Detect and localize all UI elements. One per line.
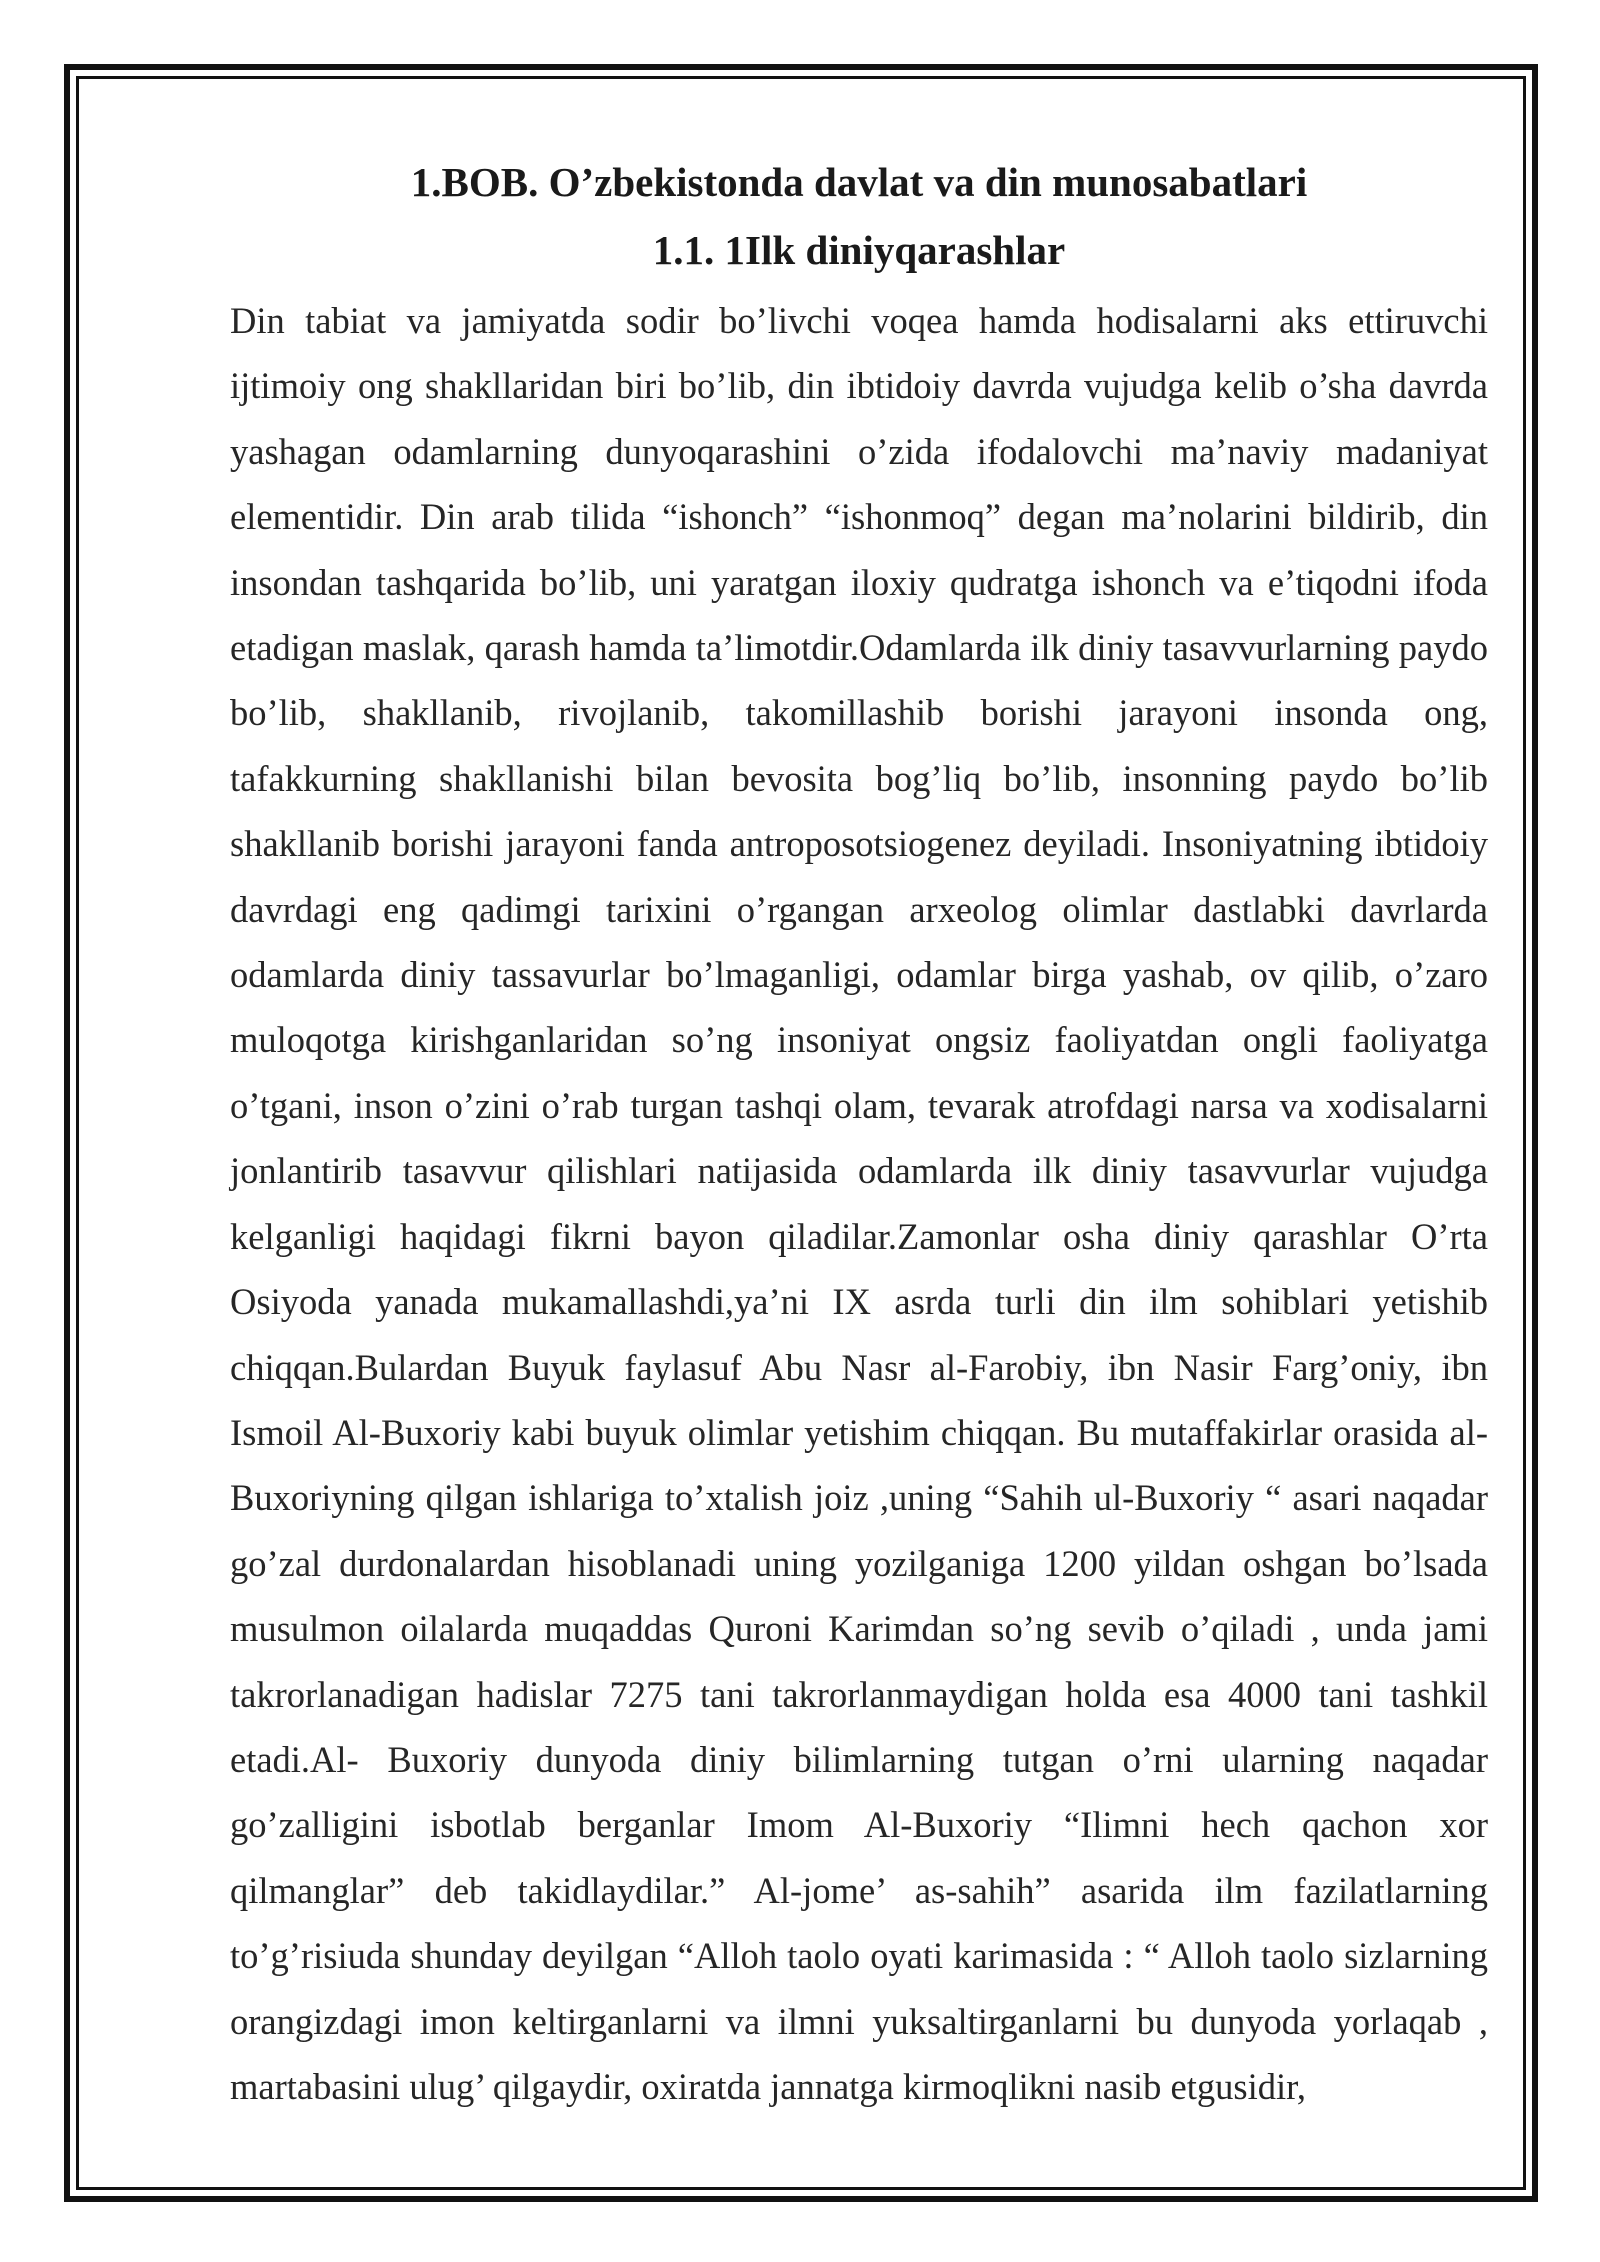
section-title: 1.1. 1Ilk diniyqarashlar	[652, 227, 1066, 273]
body-paragraph: Din tabiat va jamiyatda sodir bo’livchi voqea hamda hodisalarni aks ettiruvchi ijtimoiy ong shakllaridan biri bo’lib, din ibtidoiy davrda vujudga kelib o’sha davrda yashagan odamlarning dunyoqarashini o’zida ifodalovchi ma’naviy madaniyat elementidir. Din arab tilida “ishonch” “ishonmoq” degan ma’nolarini bildirib, din insondan tashqarida bo’lib, uni yaratgan iloxiy qudratga ishonch va e’tiqodni ifoda etadigan maslak, qarash hamda ta’limotdir.Odamlarda ilk diniy tasavvurlarning paydo bo’lib, shakllanib, rivojlanib, takomillashib borishi jarayoni insonda ong, tafakkurning shakllanishi bilan bevosita bog’liq bo’lib, insonning paydo bo’lib shakllanib borishi jarayoni fanda antroposotsiogenez deyiladi. Insoniyatning ibtidoiy davrdagi eng qadimgi tarixini o’rgangan arxeolog olimlar dastlabki davrlarda odamlarda diniy tassavurlar bo’lmaganligi, odamlar birga yashab, ov qilib, o’zaro muloqotga kirishganlaridan so’ng insoniyat ongsiz faoliyatdan ongli faoliyatga o’tgani, inson o’zini o’rab turgan tashqi olam, tevarak atrofdagi narsa va xodisalarni jonlantirib tasavvur qilishlari natijasida odamlarda ilk diniy tasavvurlar vujudga kelganligi haqidagi fikrni bayon qiladilar.Zamonlar osha diniy qarashlar O’rta Osiyoda yanada mukamallashdi,ya’ni IX asrda turli din ilm sohiblari yetishib chiqqan.Bulardan Buyuk faylasuf Abu Nasr al-Farobiy, ibn Nasir Farg’oniy, ibn Ismoil Al-Buxoriy kabi buyuk olimlar yetishim chiqqan. Bu mutaffakirlar orasida al-Buxoriyning qilgan ishlariga to’xtalish joiz ,uning “Sahih ul-Buxoriy “ asari naqadar go’zal durdonalardan hisoblanadi uning yozilganiga 1200 yildan oshgan bo’lsada musulmon oilalarda muqaddas Quroni Karimdan so’ng sevib o’qiladi , unda jami takrorlanadigan hadislar 7275 tani takrorlanmaydigan holda esa 4000 tani tashkil etadi.Al- Buxoriy dunyoda diniy bilimlarning tutgan o’rni ularning naqadar go’zalligini isbotlab berganlar Imom Al-Buxoriy “Ilimni hech qachon xor qilmanglar” deb takidlaydilar.” Al-jome’ as-sahih” asarida ilm fazilatlarning to’g’risiuda shunday deyilgan “Alloh taolo oyati karimasida : “ Alloh taolo sizlarning orangizdagi imon keltirganlarni va ilmni yuksaltirganlarni bu dunyoda yorlaqab , martabasini ulug’ qilgaydir, oxiratda jannatga kirmoqlikni nasib etgusidir,	[230, 300, 1488, 2107]
page-content	[230, 150, 1488, 2119]
chapter-title: 1.BOB. O’zbekistonda davlat va din munosabatlari	[410, 159, 1308, 205]
